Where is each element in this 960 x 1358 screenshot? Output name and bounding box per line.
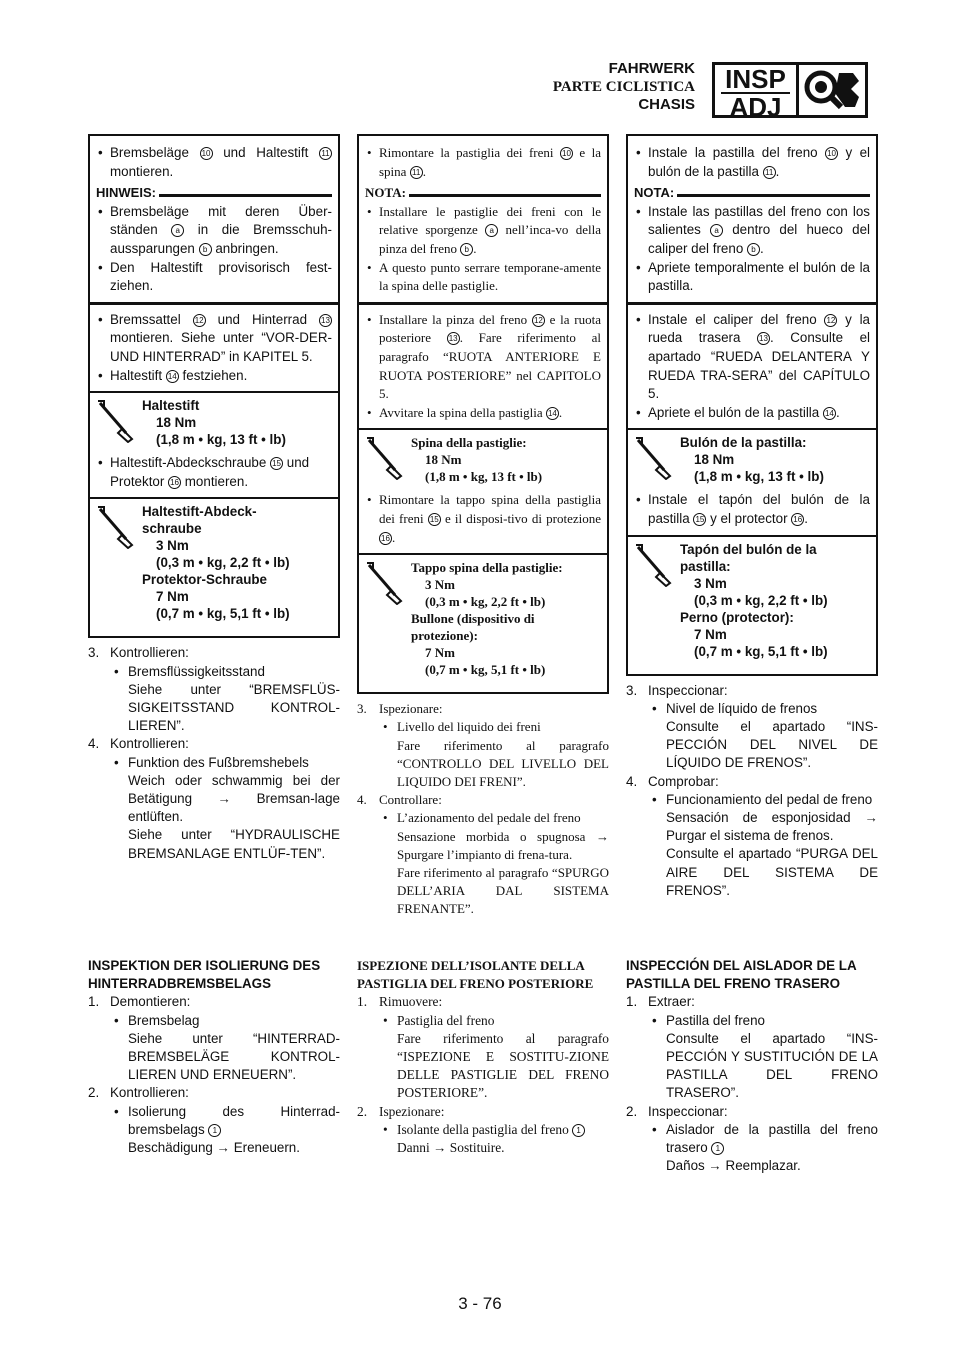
section-title: INSPEKTION DER ISOLIERUNG DES HINTERRADBREMSBELAGS — [88, 958, 321, 992]
badge-bottom: ADJ — [729, 92, 782, 122]
torque-spec: Bulón de la pastilla: 18 Nm (1,8 m • kg, 13 ft • lb) — [628, 428, 876, 485]
column-italian — [357, 134, 609, 919]
torque-wrench-icon — [359, 559, 411, 678]
badge-text — [715, 64, 799, 122]
note-heading: NOTA: — [365, 184, 601, 203]
section-title: ISPEZIONE DELL’ISOLANTE DELLA PASTIGLIA DEL FRENO POSTERIORE — [357, 958, 594, 992]
page-number: 3 - 76 — [458, 1294, 502, 1313]
torque-spec: Haltestift 18 Nm (1,8 m • kg, 13 ft • lb) — [90, 391, 338, 448]
section-header — [553, 60, 695, 114]
step-install-caliper: • Bremssattel 12 und Hinterrad 13 montieren. Siehe unter “VOR-DER- UND HINTERRAD” in KAPITEL 5. — [96, 311, 332, 367]
check-steps: 3. Ispezionare: • Livello del liquido dei freni Fare riferimento al paragrafo “CONTROLLO DEL LIVELLO DEL LIQUIDO DEI FRENI”. 4. Controllare: • L’azionamento del pedale del freno Sensazione morbida o spugnosa → Spurgare l’impianto di frena-tura. Fare riferimento al paragrafo “SPURGO DELL’ARIA DAL SISTEMA FRENANTE”. — [357, 700, 609, 918]
section-title: INSPECCIÓN DEL AISLADOR DE LA PASTILLA DEL FRENO TRASERO — [626, 958, 857, 992]
note-heading: HINWEIS: — [96, 184, 332, 203]
section-insulator-spanish: INSPECCIÓN DEL AISLADOR DE LA PASTILLA DEL FRENO TRASERO 1. Extraer: • Pastilla del freno Consulte el apartado “INS-PECCIÓN Y SUSTITUCIÓN DE LA PASTILLA DEL FRENO TRASERO”. 2. Inspeccionar: • Aislador de la pastilla del freno trasero 1 Daños → Reemplazar. — [626, 957, 878, 1175]
column-german — [88, 134, 340, 863]
torque-spec: Tapón del bulón de la pastilla: 3 Nm (0,3 m • kg, 2,2 ft • lb) Perno (protector): 7 Nm (0,7 m • kg, 5,1 ft • lb) — [628, 535, 876, 660]
step-install-pads: • Bremsbeläge 10 und Haltestift 11 montieren. — [96, 144, 332, 181]
torque-wrench-icon — [359, 434, 411, 485]
procedure-box: • Instale la pastilla del freno 10 y el bulón de la pastilla 11 . NOTA: • Instale las pastillas del freno con los salientes a dentro del hueco del caliper del freno b . • Apriete temporalmente el bulón de la pastilla. • Instale el caliper del freno 12 y la rueda trasera 13 . Consulte el apartado “RUEDA DELANTERA Y RUEDA TRA-SERA” del CAPÍTULO 5. • Apriete el bulón de la pastilla 14 . Bulón de la pastilla: 18 Nm (1,8 m • kg, 13 ft • lb) • Instale el tapón del bulón de la pastilla 15 y el protector 16 . Tapón del bulón de la pastilla: 3 Nm (0,3 m • kg, 2,2 ft • lb) Perno (protector): 7 Nm (0,7 m • kg, 5,1 ft • lb) — [626, 134, 878, 676]
header-de: FAHRWERK — [608, 60, 695, 77]
torque-wrench-icon — [90, 397, 142, 448]
torque-wrench-icon — [90, 503, 142, 622]
step-tighten-pin: • Haltestift 14 festziehen. — [96, 367, 332, 386]
torque-spec: Spina della pastiglie: 18 Nm (1,8 m • kg, 13 ft • lb) — [359, 428, 607, 485]
step-install-cap: • Haltestift-Abdeckschraube 15 und Protektor 16 montieren. — [96, 454, 332, 491]
section-insulator-german: INSPEKTION DER ISOLIERUNG DES HINTERRADBREMSBELAGS 1. Demontieren: • Bremsbelag Siehe unter “HINTERRAD-BREMSBELÄGE KONTROL-LIEREN UND ERNEUERN”. 2. Kontrollieren: • Isolierung des Hinterrad-bremsbelags 1 Beschädigung → Ereneuern. — [88, 957, 340, 1157]
check-steps: 3. Kontrollieren: • Bremsflüssigkeitsstand Siehe unter “BREMSFLÜS-SIGKEITSSTAND KONTROL-LIEREN”. 4. Kontrollieren: • Funktion des Fußbremshebels Weich oder schwammig bei der Betätigung → Bremsan-lage entlüften. Siehe unter “HYDRAULISCHE BREMSANLAGE ENTLÜF-TEN”. — [88, 644, 340, 862]
procedure-box — [88, 134, 340, 638]
check-steps: 3. Inspeccionar: • Nivel de líquido de frenos Consulte el apartado “INS-PECCIÓN DEL NIVEL DE LÍQUIDO DE FRENOS”. 4. Comprobar: • Funcionamiento del pedal de freno Sensación de esponjosidad → Purgar el sistema de frenos. Consulte el apartado “PURGA DEL AIRE DEL SISTEMA DE FRENOS”. — [626, 682, 878, 900]
torque-wrench-icon — [628, 541, 680, 660]
torque-spec: Haltestift-Abdeck- schraube 3 Nm (0,3 m • kg, 2,2 ft • lb) Protektor-Schraube 7 Nm (0,7 m • kg, 5,1 ft • lb) — [90, 497, 338, 622]
note-heading: NOTA: — [634, 184, 870, 203]
insp-adj-badge — [712, 62, 868, 122]
section-insulator-italian: ISPEZIONE DELL’ISOLANTE DELLA PASTIGLIA DEL FRENO POSTERIORE 1. Rimuovere: • Pastiglia del freno Fare riferimento al paragrafo “ISPEZIONE E SOSTITU-ZIONE DELLE PASTIGLIE DEL FRENO POSTERIORE”. 2. Ispezionare: • Isolante della pastiglia del freno 1 Danni → Sostituire. — [357, 957, 609, 1157]
badge-top: INSP — [725, 64, 786, 94]
torque-spec: Tappo spina della pastiglie: 3 Nm (0,3 m • kg, 2,2 ft • lb) Bullone (dispositivo di protezione): 7 Nm (0,7 m • kg, 5,1 ft • lb) — [359, 553, 607, 678]
procedure-box: • Rimontare la pastiglia dei freni 10 e la spina 11 . NOTA: • Installare le pastiglie dei freni con le relative sporgenze a nell’inca-vo della pinza del freno b . • A questo punto serrare temporane-amente la spina delle pastiglie. • Installare la pinza del freno 12 e la ruota posteriore 13 . Fare riferimento al paragrafo “RUOTA ANTERIORE E RUOTA POSTERIORE” nel CAPITOLO 5. • Avvitare la spina della pastiglia 14 . Spina della pastiglie: 18 Nm (1,8 m • kg, 13 ft • lb) • Rimontare la tappo spina della pastiglia dei freni 15 e il disposi-tivo di protezione 16 . Tappo spina della pastiglie: 3 Nm (0,3 m • kg, 2,2 ft • lb) Bullone (dispositivo di protezione): 7 Nm (0,7 m • kg, 5,1 ft • lb) — [357, 134, 609, 694]
note-item: • Bremsbeläge mit deren Über-ständen a in die Bremsschuh-aussparungen b anbringen. — [96, 203, 332, 259]
note-item: • Den Haltestift provisorisch fest-ziehen. — [96, 259, 332, 296]
torque-wrench-icon — [628, 434, 680, 485]
header-es: CHASIS — [638, 96, 695, 113]
wrench-magnifier-icon — [799, 65, 865, 115]
header-it: PARTE CICLISTICA — [552, 79, 695, 95]
column-spanish — [626, 134, 878, 900]
